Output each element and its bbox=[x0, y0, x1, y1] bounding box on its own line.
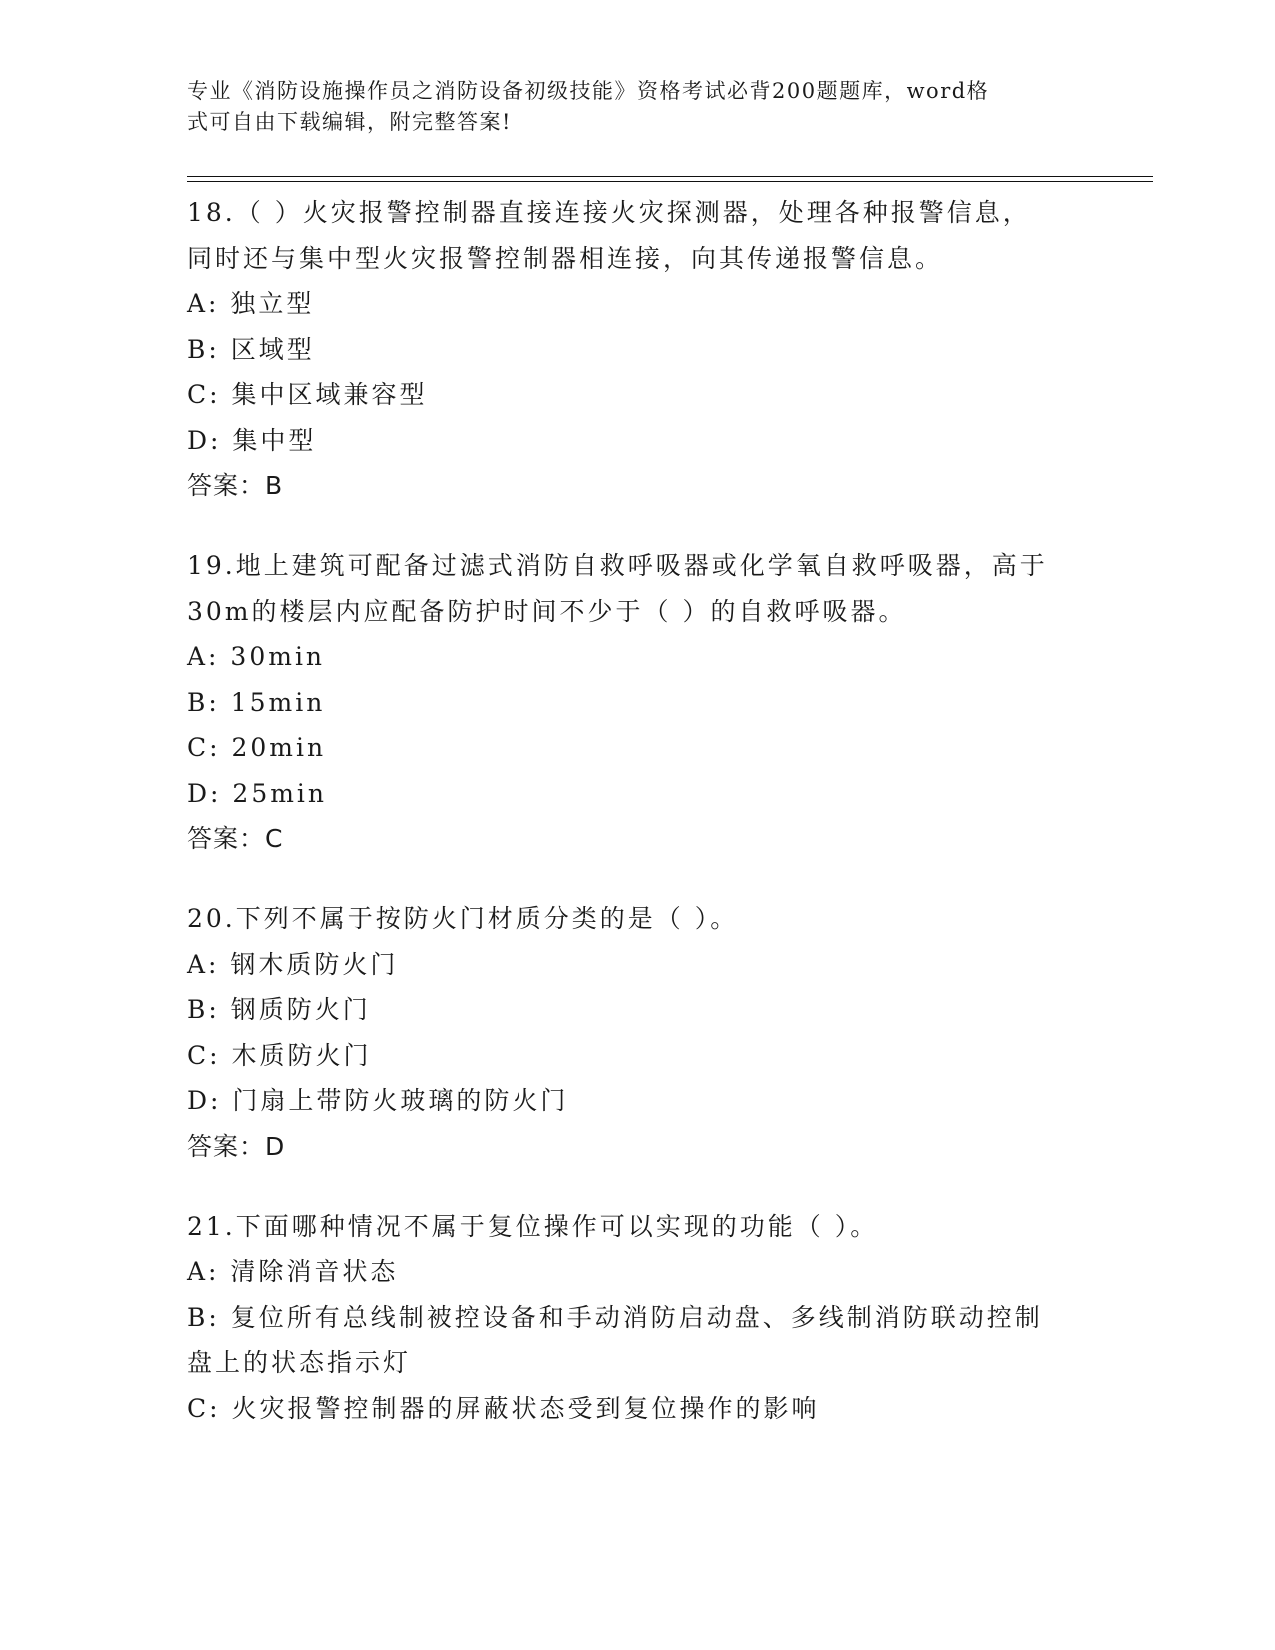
question-text: 19.地上建筑可配备过滤式消防自救呼吸器或化学氧自救呼吸器，高于 bbox=[187, 551, 1048, 580]
question-21 bbox=[187, 1204, 1087, 1432]
answer: 答案：C bbox=[187, 824, 284, 853]
option-c: C: 木质防火门 bbox=[187, 1040, 372, 1070]
document-header bbox=[187, 76, 1067, 138]
option-a: A: 独立型 bbox=[187, 289, 315, 318]
option-d: D: 25min bbox=[187, 778, 328, 808]
option-d: D: 集中型 bbox=[187, 425, 317, 455]
question-text: 20.下列不属于按防火门材质分类的是（ ）。 bbox=[187, 904, 739, 933]
question-text: 18.（ ）火灾报警控制器直接连接火灾探测器，处理各种报警信息， bbox=[187, 198, 1031, 227]
question-19 bbox=[187, 543, 1087, 861]
option-c: C: 火灾报警控制器的屏蔽状态受到复位操作的影响 bbox=[187, 1393, 820, 1423]
header-divider-top bbox=[187, 176, 1153, 177]
option-a: A: 钢木质防火门 bbox=[187, 949, 399, 979]
answer: 答案：D bbox=[187, 1131, 286, 1161]
header-line-1: 专业《消防设施操作员之消防设备初级技能》资格考试必背200题题库，word格 bbox=[187, 79, 990, 103]
option-d: D: 门扇上带防火玻璃的防火门 bbox=[187, 1086, 569, 1115]
option-c: C: 集中区域兼容型 bbox=[187, 380, 428, 409]
option-b: B: 区域型 bbox=[187, 334, 315, 364]
option-b-continued: 盘上的状态指示灯 bbox=[187, 1348, 412, 1377]
question-18 bbox=[187, 190, 1087, 508]
option-b: B: 复位所有总线制被控设备和手动消防启动盘、多线制消防联动控制 bbox=[187, 1302, 1043, 1332]
option-c: C: 20min bbox=[187, 733, 327, 762]
option-b: B: 钢质防火门 bbox=[187, 995, 371, 1024]
question-20 bbox=[187, 896, 1087, 1169]
question-text: 21.下面哪种情况不属于复位操作可以实现的功能（ ）。 bbox=[187, 1211, 879, 1241]
option-a: A: 30min bbox=[187, 642, 326, 671]
question-list bbox=[187, 190, 1087, 1466]
header-line-2: 式可自由下载编辑，附完整答案! bbox=[187, 110, 512, 134]
option-b: B: 15min bbox=[187, 687, 326, 717]
answer: 答案：B bbox=[187, 471, 284, 500]
question-text: 30m的楼层内应配备防护时间不少于（ ）的自救呼吸器。 bbox=[187, 596, 907, 626]
option-a: A: 清除消音状态 bbox=[187, 1257, 399, 1286]
header-divider-bottom bbox=[187, 181, 1153, 182]
question-text: 同时还与集中型火灾报警控制器相连接，向其传递报警信息。 bbox=[187, 243, 944, 273]
